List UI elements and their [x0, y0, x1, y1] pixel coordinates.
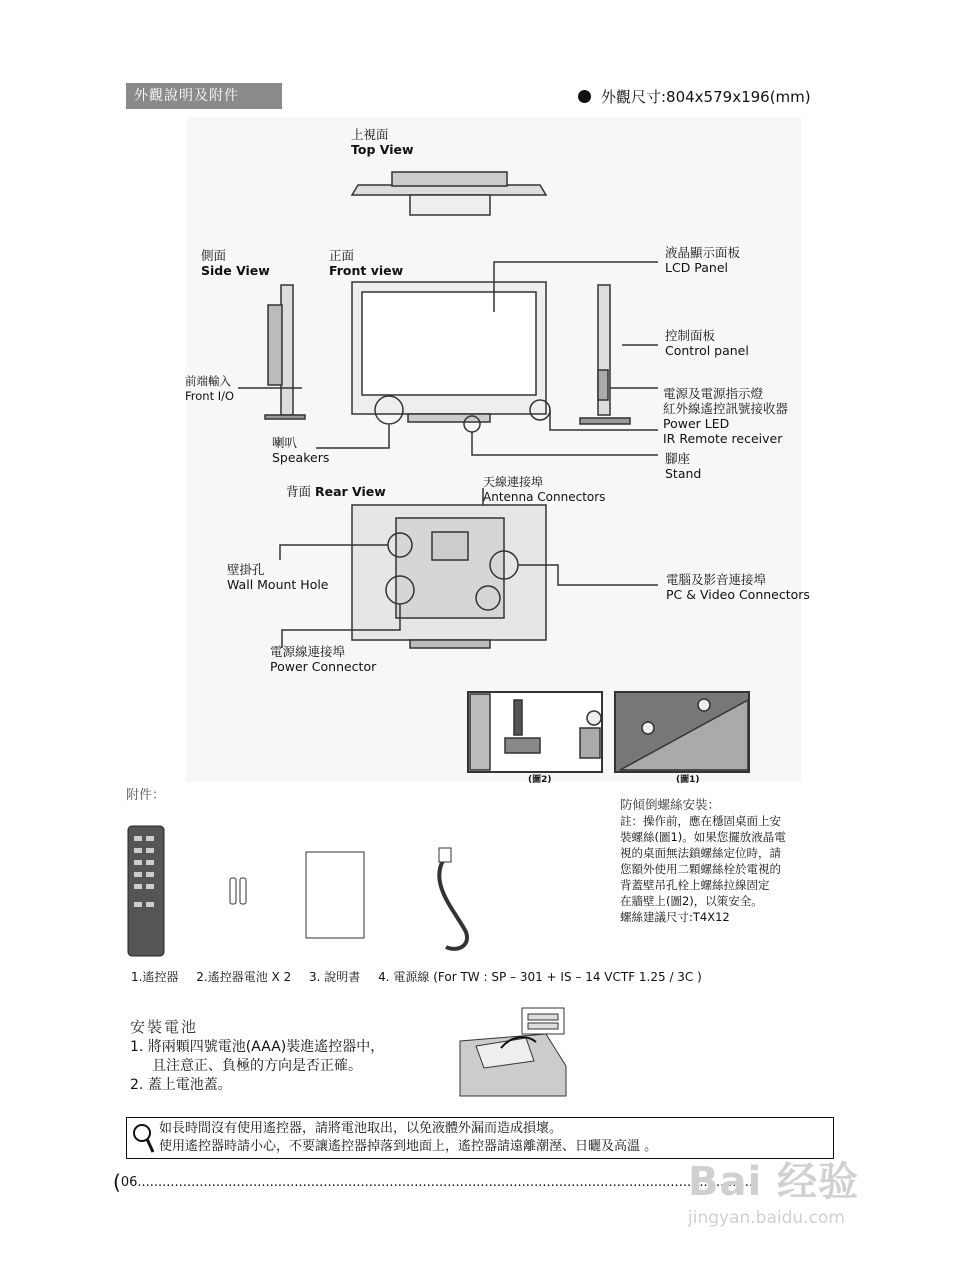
- accessory-3: 3. 說明書: [309, 970, 361, 984]
- watermark-logo: Bai 经验: [688, 1159, 860, 1205]
- fig2-caption: (圖2): [528, 775, 552, 785]
- power-cord-icon: [439, 856, 467, 949]
- antenna-label: 天線連接埠 Antenna Connectors: [483, 475, 606, 504]
- screw-note-title: 防傾倒螺絲安裝：: [620, 797, 721, 812]
- battery-install-illustration: [456, 1006, 568, 1106]
- side-view-label: 側面 Side View: [201, 248, 270, 278]
- screw-note-line: 視的桌面無法鎖螺絲定位時，請: [620, 846, 781, 860]
- screw-note-line: 您額外使用二顆螺絲栓於電視的: [620, 862, 781, 876]
- step-1b: 且注意正、負極的方向是否正確。: [152, 1058, 362, 1074]
- wall-mount-label: 壁掛孔 Wall Mount Hole: [227, 562, 329, 592]
- page-number: 06: [120, 1175, 138, 1190]
- screw-note-line: 註：操作前，應在穩固桌面上安: [620, 814, 781, 828]
- power-connector-label: 電源線連接埠 Power Connector: [270, 644, 377, 674]
- remote-control-icon: [128, 826, 164, 956]
- top-view-label: 上視面 Top View: [351, 127, 414, 157]
- section-title: 外觀說明及附件: [126, 83, 282, 109]
- front-view-screen: [362, 292, 536, 395]
- accessories-drawing: [126, 822, 484, 957]
- lcd-panel-label: 液晶顯示面板 LCD Panel: [665, 245, 741, 275]
- accessory-1: 1.遙控器: [131, 970, 179, 984]
- front-view-label: 正面 Front view: [329, 248, 404, 278]
- manual-icon: [306, 852, 364, 938]
- power-led-label: 電源及電源指示燈 紅外線遙控訊號接收器 Power LED IR Remote receiver: [663, 386, 789, 446]
- rear-view-label: 背面 Rear View: [286, 484, 386, 499]
- control-panel-label: 控制面板 Control panel: [665, 328, 749, 358]
- speakers-label: 喇叭 Speakers: [272, 435, 330, 465]
- front-io-label: 前端輸入 Front I/O: [185, 374, 235, 403]
- warning-line-2: 使用遙控器時請小心，不要讓遙控器掉落到地面上，遙控器請遠離潮溼、日曬及高溫 。: [159, 1139, 658, 1154]
- accessories-label: 附件：: [126, 788, 166, 803]
- install-steps: [130, 1038, 384, 1095]
- step-1a: 1. 將兩顆四號電池(AAA)裝進遙控器中，: [130, 1039, 385, 1055]
- stand-label: 腳座 Stand: [665, 451, 702, 481]
- magnifier-icon: [131, 1122, 155, 1156]
- dimensions-text: 外觀尺寸:804x579x196(mm): [601, 88, 811, 106]
- watermark-url: jingyan.baidu.com: [688, 1208, 845, 1228]
- screw-note-line: 在牆壁上(圖2)，以策安全。: [620, 894, 763, 908]
- screw-note: [620, 797, 802, 925]
- install-title: 安裝電池: [130, 1018, 199, 1036]
- accessories-image: [126, 822, 484, 957]
- page-footer: (06......................................................................................................................................................: [113, 1170, 758, 1194]
- footer-bracket: (: [113, 1170, 121, 1194]
- screw-note-line: 背蓋壁吊孔栓上螺絲拉線固定: [620, 878, 770, 892]
- top-view-stand: [410, 195, 490, 215]
- accessory-2: 2.遙控器電池 X 2: [196, 970, 292, 984]
- pc-video-label: 電腦及影音連接埠 PC & Video Connectors: [666, 572, 810, 602]
- top-view-back: [392, 172, 507, 186]
- warning-line-1: 如長時間沒有使用遙控器，請將電池取出，以免液體外漏而造成損壞。: [159, 1121, 563, 1136]
- screw-note-line: 螺絲建議尺寸:T4X12: [620, 910, 730, 924]
- accessories-captions: [131, 968, 716, 985]
- battery-icon-2: [240, 878, 246, 904]
- battery-icon: [230, 878, 236, 904]
- screw-note-line: 裝螺絲(圖1)。如果您擺放液晶電: [620, 830, 786, 844]
- fig1-caption: (圖1): [676, 775, 700, 785]
- side-view-left: [281, 285, 293, 415]
- accessory-4: 4. 電源線 (For TW : SP – 301 + IS – 14 VCTF 1.25 / 3C ): [378, 970, 702, 984]
- step-2: 2. 蓋上電池蓋。: [130, 1077, 232, 1093]
